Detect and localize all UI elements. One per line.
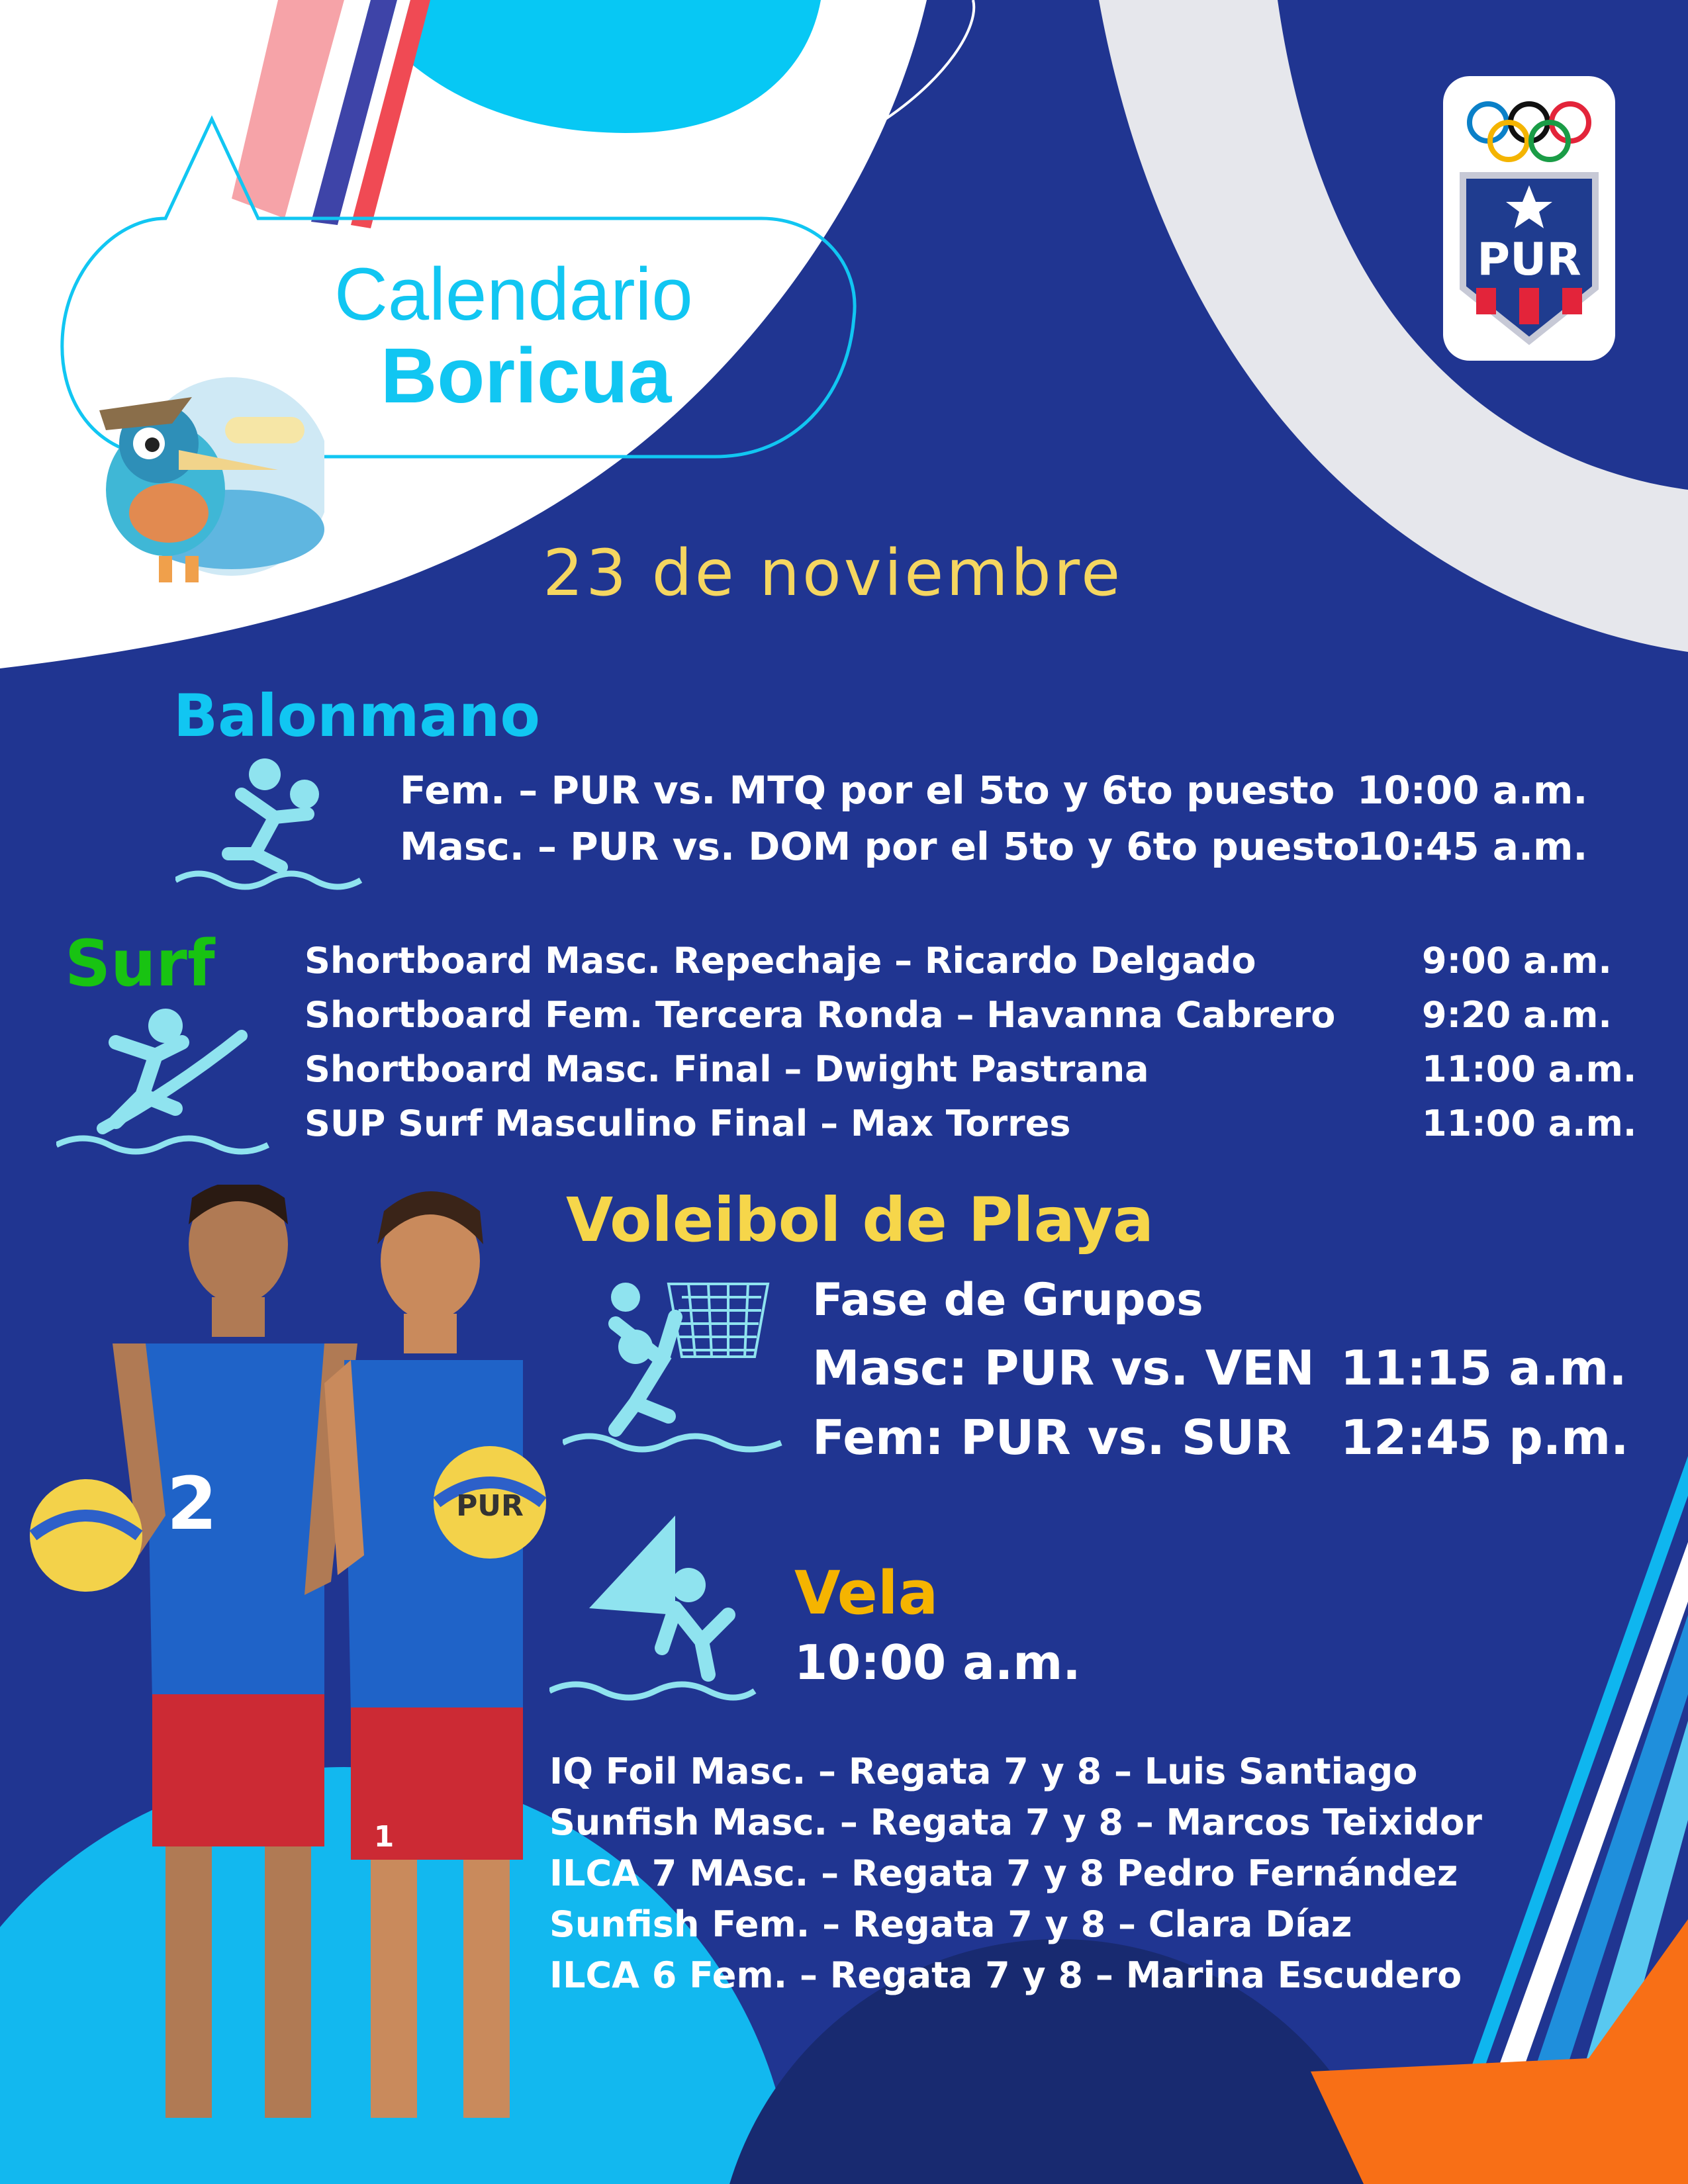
pur-logo-text: PUR: [1477, 234, 1581, 286]
voleibol-phase: Fase de Grupos: [812, 1274, 1203, 1326]
vela-heading: Vela: [794, 1559, 939, 1628]
left-jersey-number: 2: [166, 1461, 218, 1546]
right-player: [324, 1191, 546, 2118]
right-shorts-number: 1: [373, 1820, 395, 1854]
mascot-image: [60, 371, 324, 602]
balonmano-event-1-time: 10:00 a.m.: [1357, 768, 1588, 813]
vela-event-2: Sunfish Masc. – Regata 7 y 8 – Marcos Teixidor: [549, 1801, 1482, 1843]
surf-event-4-name: SUP Surf Masculino Final – Max Torres: [305, 1103, 1071, 1144]
surf-icon: [56, 996, 281, 1161]
voleibol-event-2-time: 12:45 p.m.: [1340, 1410, 1629, 1465]
vela-event-5: ILCA 6 Fem. – Regata 7 y 8 – Marina Escudero: [549, 1954, 1462, 1996]
balonmano-heading: Balonmano: [173, 682, 540, 750]
balonmano-event-2-time: 10:45 a.m.: [1357, 824, 1588, 869]
voleibol-heading: Voleibol de Playa: [566, 1185, 1154, 1255]
left-player: [30, 1185, 357, 2118]
balonmano-event-1-name: Fem. – PUR vs. MTQ por el 5to y 6to puesto: [400, 768, 1335, 813]
vela-event-4: Sunfish Fem. – Regata 7 y 8 – Clara Díaz: [549, 1903, 1352, 1945]
vela-time: 10:00 a.m.: [794, 1635, 1081, 1690]
sailing-icon: [549, 1516, 761, 1714]
surf-event-2-time: 9:20 a.m.: [1422, 994, 1612, 1036]
balonmano-event-2-name: Masc. – PUR vs. DOM por el 5to y 6to puesto: [400, 824, 1360, 869]
vela-event-1: IQ Foil Masc. – Regata 7 y 8 – Luis Santiago: [549, 1751, 1418, 1792]
voleibol-event-1-time: 11:15 a.m.: [1340, 1340, 1627, 1396]
handball-icon: [175, 754, 374, 897]
players-photo: [13, 1185, 569, 2184]
vela-event-3: ILCA 7 MAsc. – Regata 7 y 8 Pedro Fernández: [549, 1852, 1458, 1894]
ball-text: PUR: [456, 1489, 524, 1523]
surf-heading: Surf: [65, 927, 215, 1001]
surf-event-1-time: 9:00 a.m.: [1422, 940, 1612, 981]
voleibol-event-2-name: Fem: PUR vs. SUR: [812, 1410, 1291, 1465]
event-date: 23 de noviembre: [543, 536, 1123, 610]
beach-volleyball-icon: [563, 1271, 788, 1463]
voleibol-event-1-name: Masc: PUR vs. VEN: [812, 1340, 1315, 1396]
calendar-title-line1: Calendario: [334, 253, 693, 336]
surf-event-2-name: Shortboard Fem. Tercera Ronda – Havanna Cabrero: [305, 994, 1336, 1036]
surf-event-3-name: Shortboard Masc. Final – Dwight Pastrana: [305, 1048, 1149, 1090]
surf-event-1-name: Shortboard Masc. Repechaje – Ricardo Delgado: [305, 940, 1256, 981]
surf-event-4-time: 11:00 a.m.: [1422, 1103, 1637, 1144]
pur-olympic-logo: [1443, 76, 1615, 361]
surf-event-3-time: 11:00 a.m.: [1422, 1048, 1637, 1090]
calendar-title-line2: Boricua: [381, 332, 672, 420]
